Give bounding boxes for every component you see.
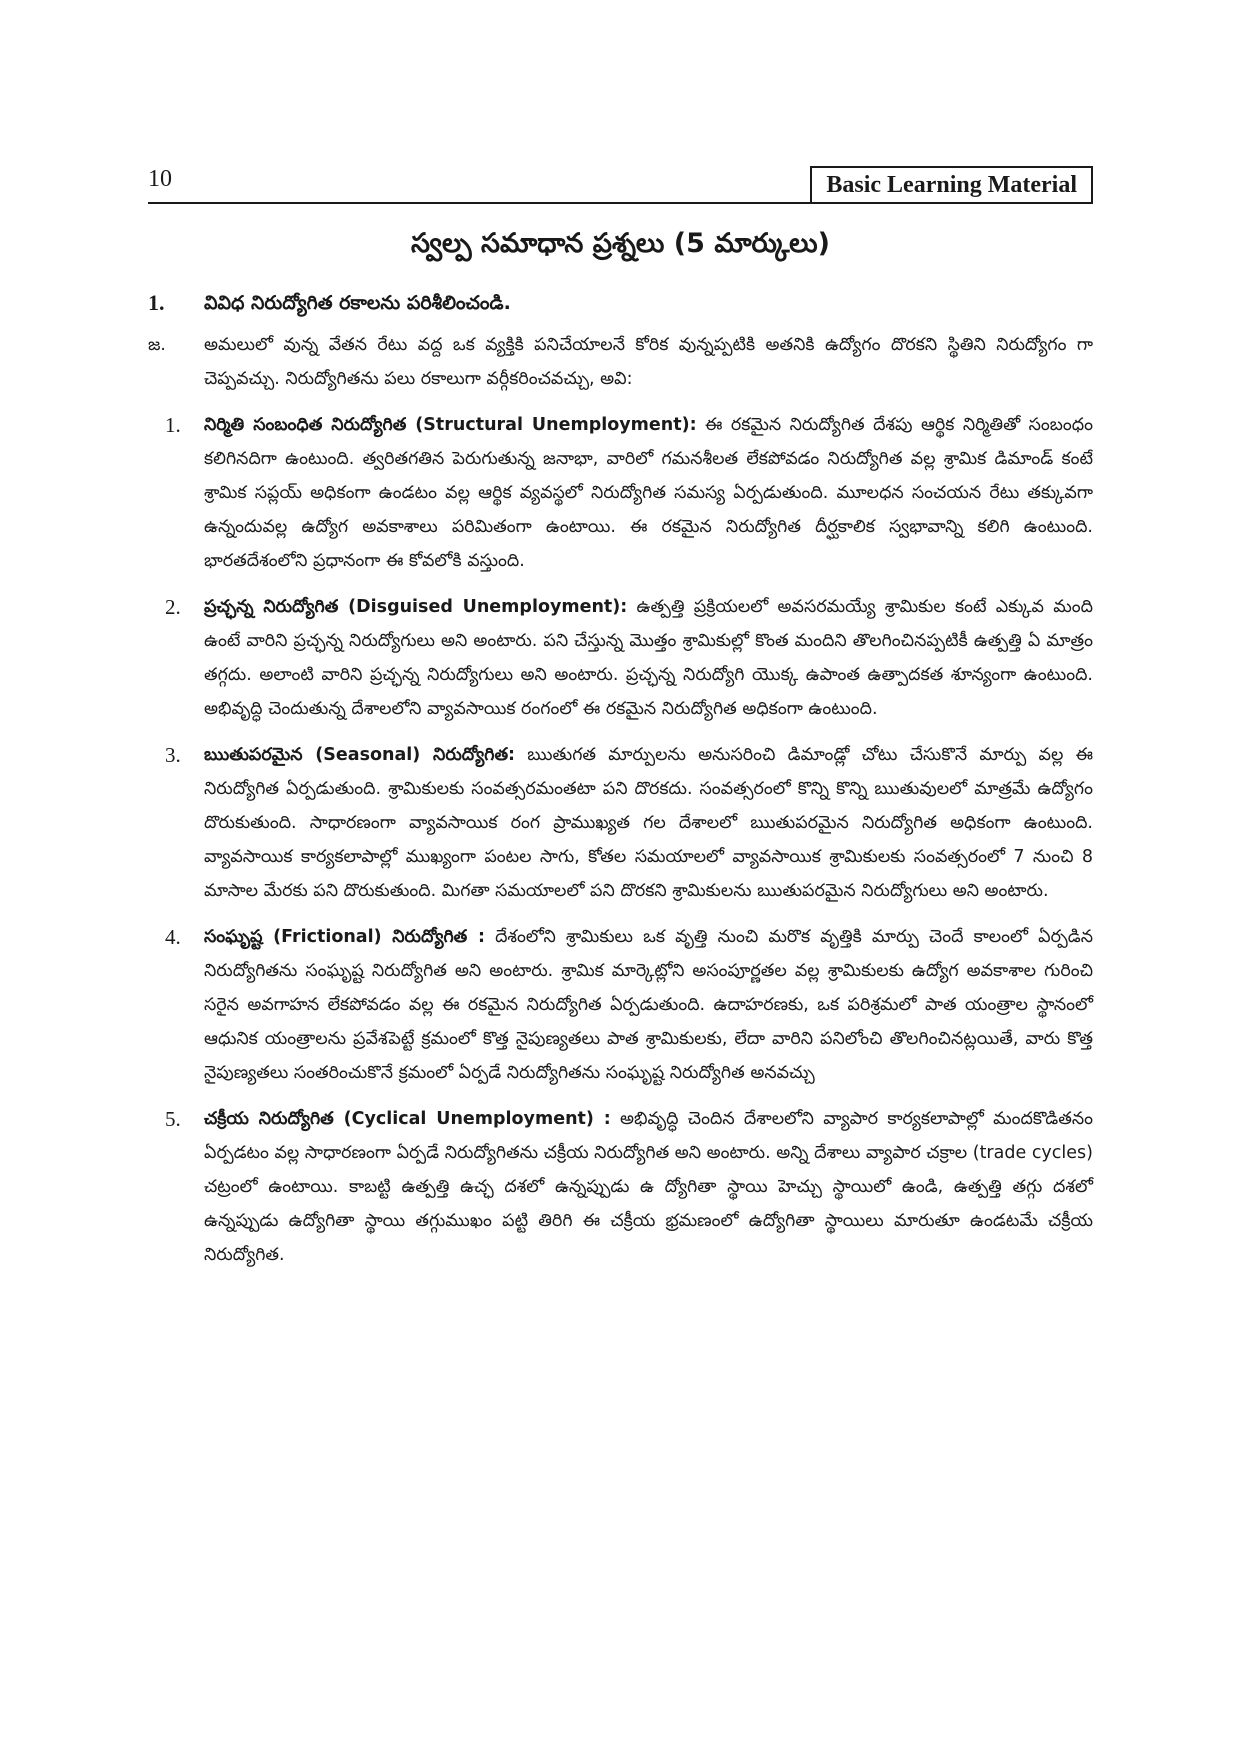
question-number: 1. (148, 290, 165, 315)
item-title: చక్రీయ నిరుద్యోగిత (Cyclical Unemployment) : (204, 1109, 611, 1129)
list-item (148, 920, 1093, 1090)
item-number: 2. (165, 595, 181, 619)
list-item (148, 738, 1093, 908)
content-body (148, 286, 1093, 1272)
item-text: ఋతుగత మార్పులను అనుసరించి డిమాండ్లో చోటు చేసుకొనే మార్పు వల్ల ఈ నిరుద్యోగిత ఏర్పడుతుంది. శ్రామికులకు సంవత్సరమంతటా పని దొరకదు. సంవత్సరంలో కొన్ని కొన్ని ఋతువులలో మాత్రమే ఉద్యోగం దొరుకుతుంది. సాధారణంగా వ్యావసాయిక రంగ ప్రాముఖ్యత గల దేశాలలో ఋతుపరమైన నిరుద్యోగిత అధికంగా ఉంటుంది. వ్యావసాయిక కార్యకలాపాల్లో ముఖ్యంగా పంటల సాగు, కోతల సమయాలలో వ్యావసాయిక శ్రామికులకు సంవత్సరంలో 7 నుంచి 8 మాసాల మేరకు పని దొరుకుతుంది. మిగతా సమయాలలో పని దొరకని శ్రామికులను ఋతుపరమైన నిరుద్యోగులు అని అంటారు. (204, 745, 1093, 901)
item-number: 3. (165, 743, 181, 767)
question-text: వివిధ నిరుద్యోగిత రకాలను పరిశీలించండి. (204, 292, 511, 314)
item-number: 4. (165, 925, 181, 949)
answer-intro: అమలులో వున్న వేతన రేటు వద్ద ఒక వ్యక్తికి పనిచేయాలనే కోరిక వున్నప్పటికి అతనికి ఉద్యోగం దొరకని స్థితిని నిరుద్యోగం గా చెప్పవచ్చు. నిరుద్యోగితను పలు రకాలుగా వర్గీకరించవచ్చు, అవి: (204, 335, 1093, 389)
item-body (204, 1102, 1093, 1272)
item-title: సంఘృష్ట (Frictional) నిరుద్యోగిత : (204, 927, 485, 947)
item-number: 1. (165, 413, 181, 437)
header-rule (148, 202, 1093, 204)
item-body (204, 738, 1093, 908)
item-number: 5. (165, 1107, 181, 1131)
item-text: ఉత్పత్తి ప్రక్రియలలో అవసరమయ్యే శ్రామికుల కంటే ఎక్కువ మంది ఉంటే వారిని ప్రచ్ఛన్న నిరుద్యోగులు అని అంటారు. పని చేస్తున్న మొత్తం శ్రామికుల్లో కొంత మందిని తొలగించినప్పటికీ ఉత్పత్తి ఏ మాత్రం తగ్గదు. అలాంటి వారిని ప్రచ్ఛన్న నిరుద్యోగులు అని అంటారు. ప్రచ్ఛన్న నిరుద్యోగి యొక్క ఉపాంత ఉత్పాదకత శూన్యంగా ఉంటుంది. అభివృద్ధి చెందుతున్న దేశాలలోని వ్యావసాయిక రంగంలో ఈ రకమైన నిరుద్యోగిత అధికంగా ఉంటుంది. (204, 597, 1093, 719)
item-title: నిర్మితి సంబంధిత నిరుద్యోగిత (Structural Unemployment): (204, 415, 697, 435)
item-text: దేశంలోని శ్రామికులు ఒక వృత్తి నుంచి మరొక వృత్తికి మార్పు చెందే కాలంలో ఏర్పడిన నిరుద్యోగితను సంఘృష్ట నిరుద్యోగిత అని అంటారు. శ్రామిక మార్కెట్లోని అసంపూర్ణతల వల్ల శ్రామికులకు ఉద్యోగ అవకాశాల గురించి సరైన అవగాహన లేకపోవడం వల్ల ఈ రకమైన నిరుద్యోగిత ఏర్పడుతుంది. ఉదాహరణకు, ఒక పరిశ్రమలో పాత యంత్రాల స్థానంలో ఆధునిక యంత్రాలను ప్రవేశపెట్టే క్రమంలో కొత్త నైపుణ్యతలు పాత శ్రామికులకు, లేదా వారిని పనిలోంచి తొలగించినట్లయితే, వారు కొత్త నైపుణ్యతలు సంతరించుకొనే క్రమంలో ఏర్పడే నిరుద్యోగితను సంఘృష్ట నిరుద్యోగిత అనవచ్చు (204, 927, 1093, 1083)
list-item (148, 590, 1093, 726)
answer-label: జ. (148, 335, 166, 355)
item-title: ఋతుపరమైన (Seasonal) నిరుద్యోగిత: (204, 745, 516, 765)
book-title-header: Basic Learning Material (810, 166, 1093, 203)
list-item (148, 408, 1093, 578)
item-body (204, 590, 1093, 726)
item-body (204, 920, 1093, 1090)
question-row (148, 286, 1093, 320)
page-number: 10 (148, 166, 172, 192)
section-title: స్వల్ప సమాధాన ప్రశ్నలు (5 మార్కులు) (411, 228, 830, 259)
answer-row (148, 328, 1093, 396)
item-body (204, 408, 1093, 578)
item-text: ఈ రకమైన నిరుద్యోగిత దేశపు ఆర్థిక నిర్మితితో సంబంధం కలిగినదిగా ఉంటుంది. త్వరితగతిన పెరుగుతున్న జనాభా, వారిలో గమనశీలత లేకపోవడం నిరుద్యోగిత వల్ల శ్రామిక డిమాండ్ కంటే శ్రామిక సప్లయ్ అధికంగా ఉండటం వల్ల ఆర్థిక వ్యవస్థలో నిరుద్యోగిత సమస్య ఏర్పడుతుంది. మూలధన సంచయన రేటు తక్కువగా ఉన్నందువల్ల ఉద్యోగ అవకాశాలు పరిమితంగా ఉంటాయి. ఈ రకమైన నిరుద్యోగిత దీర్ఘకాలిక స్వభావాన్ని కలిగి ఉంటుంది. భారతదేశంలోని ప్రధానంగా ఈ కోవలోకి వస్తుంది. (204, 415, 1093, 571)
list-item (148, 1102, 1093, 1272)
item-text: అభివృద్ధి చెందిన దేశాలలోని వ్యాపార కార్యకలాపాల్లో మందకొడితనం ఏర్పడటం వల్ల సాధారణంగా ఏర్పడే నిరుద్యోగితను చక్రీయ నిరుద్యోగిత అని అంటారు. అన్ని దేశాలు వ్యాపార చక్రాల (trade cycles) చట్రంలో ఉంటాయి. కాబట్టి ఉత్పత్తి ఉచ్ఛ దశలో ఉన్నప్పుడు ఉ ద్యోగితా స్థాయి హెచ్చు స్థాయిలో ఉండి, ఉత్పత్తి తగ్గు దశలో ఉన్నప్పుడు ఉద్యోగితా స్థాయి తగ్గుముఖం పట్టి తిరిగి ఈ చక్రీయ భ్రమణంలో ఉద్యోగితా స్థాయిలు మారుతూ ఉండటమే చక్రీయ నిరుద్యోగిత. (204, 1109, 1093, 1265)
item-title: ప్రచ్ఛన్న నిరుద్యోగిత (Disguised Unemployment): (204, 597, 628, 617)
